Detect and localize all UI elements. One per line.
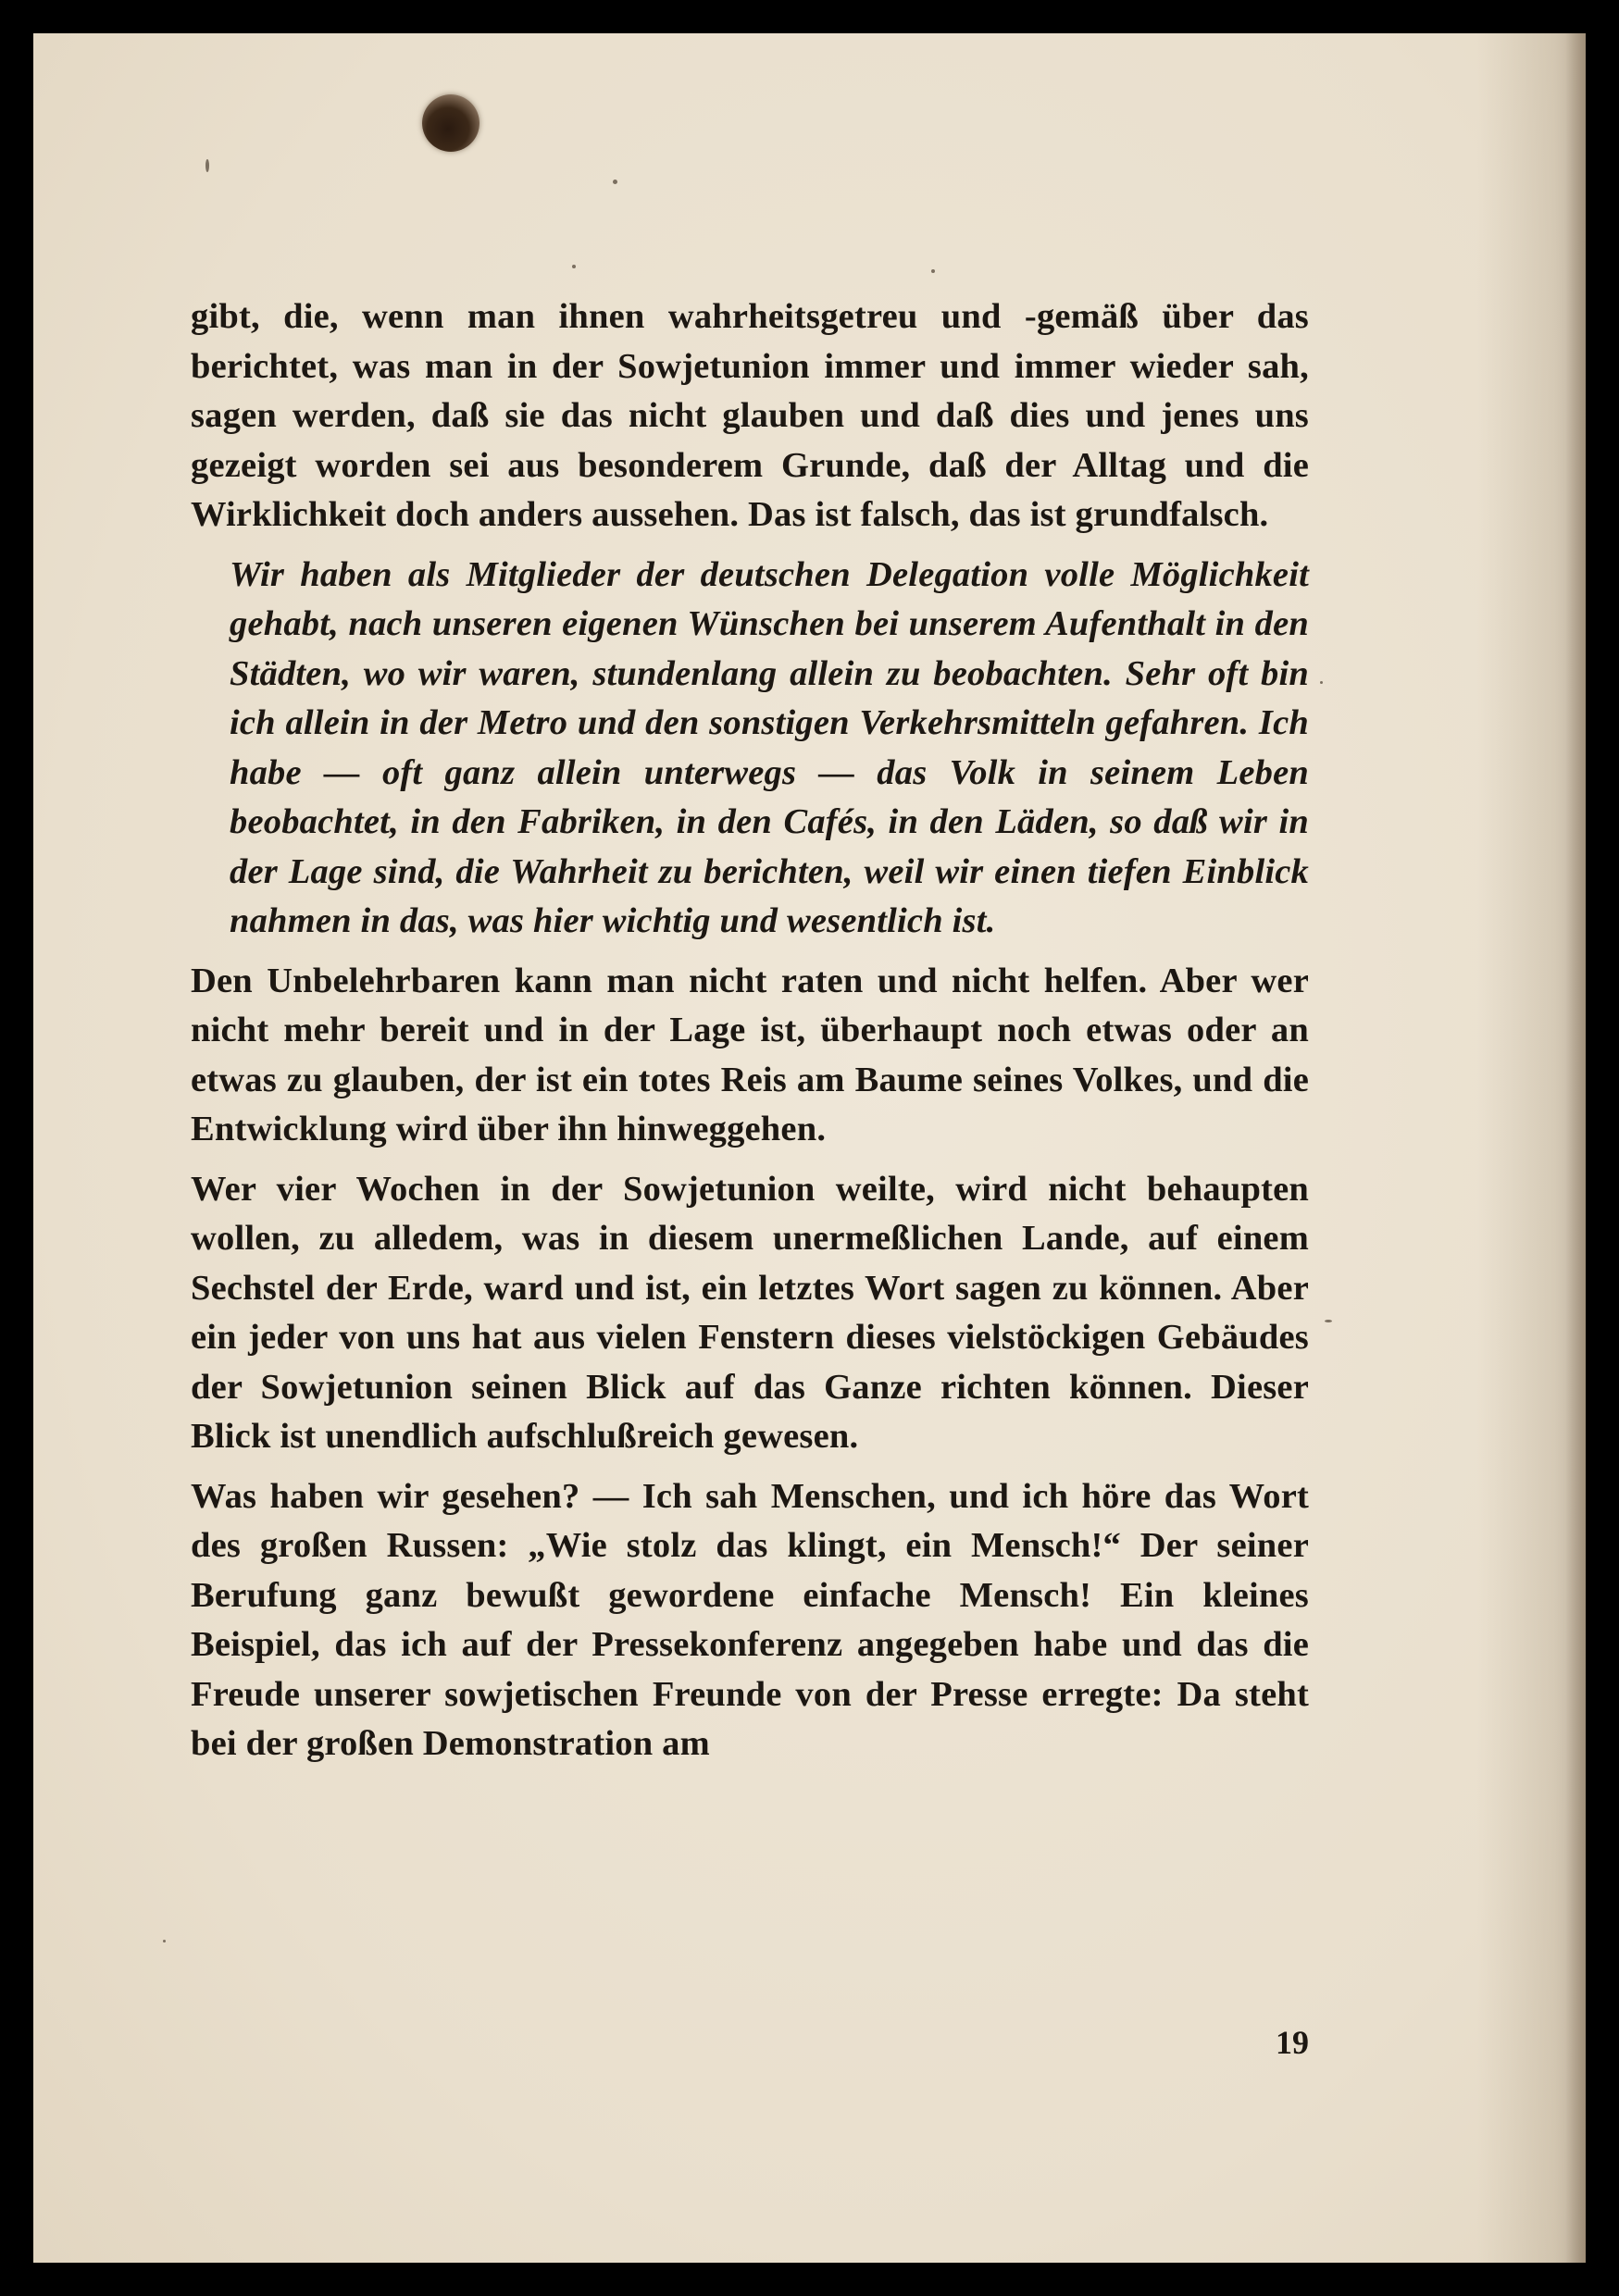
- paragraph-5: Was haben wir gesehen? — Ich sah Menschen, und ich höre das Wort des großen Russen: „Wie stolz das klingt, ein Mensch!“ Der seiner Berufung ganz bewußt gewordene einfache Mensch! Ein kleines Beispiel, das ich auf der Pressekonferenz angegeben habe und das die Freude unserer sowjetischen Freunde von der Presse erregte: Da steht bei der großen Demonstration am: [191, 1476, 1309, 1763]
- paper-speck: [205, 159, 209, 172]
- paragraph-4: Wer vier Wochen in der Sowjetunion weilte, wird nicht behaupten wollen, zu alledem, was in diesem unermeßlichen Lande, auf einem Sechstel der Erde, ward und ist, ein letztes Wort sagen zu können. Aber ein jeder von uns hat aus vielen Fenstern dieses vielstöckigen Gebäudes der Sowjetunion seinen Blick auf das Ganze richten können. Dieser Blick ist unendlich aufschlußreich gewesen.: [191, 1169, 1309, 1456]
- page-number: 19: [1276, 2024, 1309, 2061]
- paper-speck: [572, 265, 576, 268]
- quoted-paragraph: Wir haben als Mitglieder der deutschen Delegation volle Möglichkeit gehabt, nach unseren eigenen Wünschen bei unserem Aufenthalt in den Städten, wo wir waren, stundenlang allein zu beobachten. Sehr oft bin ich allein in der Metro und den sonstigen Verkehrsmitteln gefahren. Ich habe — oft ganz allein unterwegs — das Volk in seinem Leben beobachtet, in den Fabriken, in den Cafés, in den Läden, so daß wir in der Lage sind, die Wahrheit zu berichten, weil wir einen tiefen Einblick nahmen in das, was hier wichtig und wesentlich ist.: [230, 554, 1309, 940]
- book-page: [33, 33, 1586, 2263]
- paper-speck: [931, 269, 935, 273]
- paper-speck: [1320, 681, 1323, 684]
- body-text: [191, 292, 1309, 1780]
- paragraph-3: Den Unbelehrbaren kann man nicht raten und nicht helfen. Aber wer nicht mehr bereit und in der Lage ist, überhaupt noch etwas oder an etwas zu glauben, der ist ein totes Reis am Baume seines Volkes, und die Entwicklung wird über ihn hinweggehen.: [191, 961, 1309, 1148]
- paragraph-1: gibt, die, wenn man ihnen wahrheitsgetreu und -gemäß über das berichtet, was man in der Sowjetunion immer und immer wieder sah, sagen werden, daß sie das nicht glauben und daß dies und jenes uns gezeigt worden sei aus besonderem Grunde, daß der Alltag und die Wirklichkeit doch anders aussehen. Das ist falsch, das ist grundfalsch.: [191, 297, 1309, 534]
- paper-speck: [163, 1940, 166, 1942]
- paper-speck: [613, 180, 617, 184]
- punch-hole: [422, 94, 479, 152]
- page-edge-shadow: [1565, 33, 1586, 2263]
- paper-speck: [1325, 1320, 1332, 1322]
